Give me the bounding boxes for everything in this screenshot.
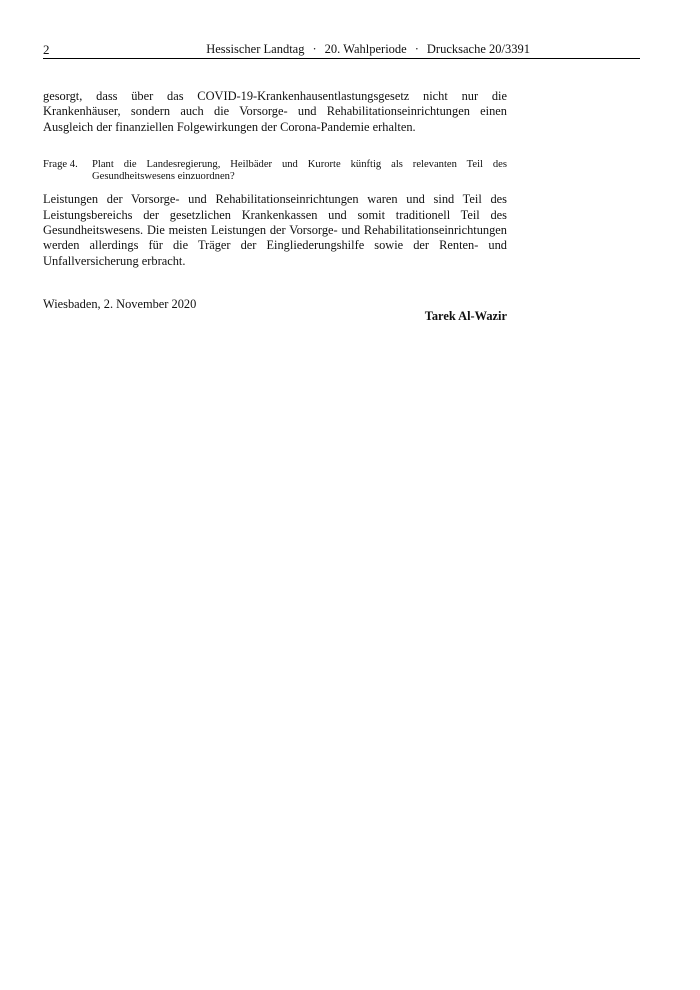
print-reference: Drucksache 20/3391 — [426, 42, 530, 56]
question-label: Frage 4. — [43, 159, 78, 171]
question-block — [43, 159, 507, 183]
legislative-period: 20. Wahlperiode — [324, 42, 407, 56]
closing-block — [43, 297, 507, 337]
parliament-name: Hessischer Landtag — [206, 42, 305, 56]
intro-paragraph: gesorgt, dass über das COVID-19-Krankenhausentlastungsgesetz nicht nur die Krankenhäuser, sondern auch die Vorsorge- und Rehabilitationseinrichtungen einen Ausgleich der finanziellen Folgewirkungen der Corona-Pandemie erhalten. — [43, 89, 507, 134]
document-body — [43, 89, 507, 337]
answer-paragraph: Leistungen der Vorsorge- und Rehabilitationseinrichtungen waren und sind Teil des Leistungsbereichs der gesetzlichen Krankenkassen und somit traditionell Teil des Gesundheitswesens. Die meisten Leistungen der Vorsorge- und Rehabilitationseinrichtungen werden allerdings für die Träger der Eingliederungshilfe sowie der Renten- und Unfallversicherung erbracht. — [43, 192, 507, 268]
page-number: 2 — [43, 42, 50, 57]
header-separator: · — [312, 42, 317, 56]
header-separator: · — [414, 42, 419, 56]
page-header — [43, 40, 640, 59]
place-date: Wiesbaden, 2. November 2020 — [43, 297, 197, 312]
header-info — [206, 42, 530, 57]
question-text: Plant die Landesregierung, Heilbäder und Kurorte künftig als relevanten Teil des Gesundheitswesens einzuordnen? — [92, 159, 507, 183]
signature: Tarek Al-Wazir — [424, 309, 507, 324]
